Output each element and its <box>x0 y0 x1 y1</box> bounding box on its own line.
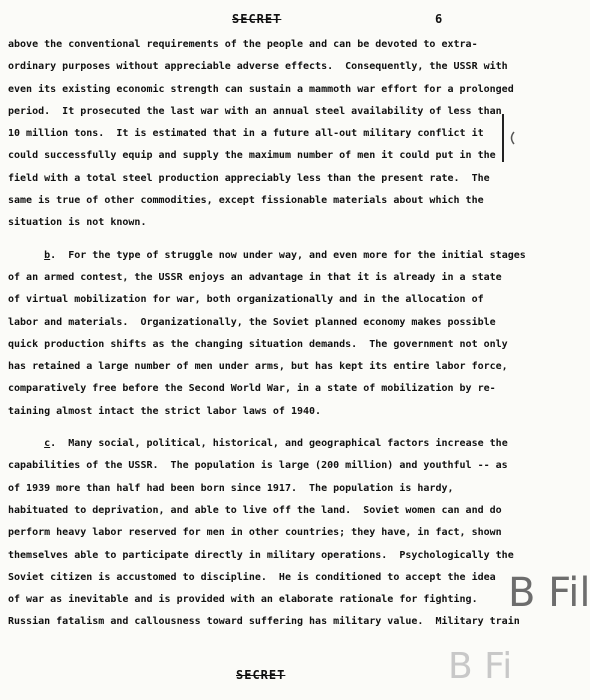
text-line: . For the type of struggle now under way, and even more for the initial stages <box>50 249 526 261</box>
paragraph-a-continued <box>8 34 514 235</box>
text-line: of an armed contest, the USSR enjoys an advantage in that it is already in a state <box>8 271 502 283</box>
text-line: 10 million tons. It is estimated that in a future all-out military conflict it <box>8 128 484 140</box>
text-line: habituated to deprivation, and able to live off the land. Soviet women can and do <box>8 504 502 516</box>
text-line: capabilities of the USSR. The population is large (200 million) and youthful -- as <box>8 460 508 472</box>
text-line: perform heavy labor reserved for men in other countries; they have, in fact, shown <box>8 527 502 539</box>
text-line: above the conventional requirements of the people and can be devoted to extra- <box>8 39 478 50</box>
text-line: labor and materials. Organizationally, the Soviet planned economy makes possible <box>8 316 496 328</box>
text-line: of war as inevitable and is provided with an elaborate rationale for fighting. <box>8 594 478 606</box>
paragraph-b <box>8 245 526 423</box>
page-header <box>0 12 520 34</box>
text-line: field with a total steel production appreciably less than the present rate. The <box>8 172 490 184</box>
text-line: period. It prosecuted the last war with an annual steel availability of less than <box>8 105 502 117</box>
document-body <box>8 34 526 634</box>
paragraph-c-first-line <box>8 433 508 455</box>
file-stamp-ghost: B Fi <box>448 646 513 687</box>
paragraph-c <box>8 433 520 634</box>
text-line: Russian fatalism and callousness toward suffering has military value. Military train <box>8 616 520 628</box>
text-line: taining almost intact the strict labor laws of 1940. <box>8 405 322 417</box>
margin-bracket-mark <box>500 112 516 164</box>
paragraph-b-first-line <box>8 245 526 267</box>
classification-marking-bottom: SECRET <box>236 668 286 682</box>
page-number: 6 <box>435 12 443 26</box>
text-line: of virtual mobilization for war, both organizationally and in the allocation of <box>8 294 484 306</box>
page-footer <box>0 668 520 688</box>
text-line: could successfully equip and supply the maximum number of men it could put in the <box>8 150 496 162</box>
text-line: even its existing economic strength can sustain a mammoth war effort for a prolonged <box>8 83 514 95</box>
text-line: same is true of other commodities, except fissionable materials about which the <box>8 195 484 207</box>
text-line: of 1939 more than half had been born since 1917. The population is hardy, <box>8 482 454 494</box>
text-line: has retained a large number of men under arms, but has kept its entire labor force, <box>8 361 508 373</box>
classification-marking-top: SECRET <box>232 12 282 26</box>
paragraph-letter-c: c <box>44 438 51 450</box>
text-line: situation is not known. <box>8 217 147 229</box>
text-line: ordinary purposes without appreciable adverse effects. Consequently, the USSR with <box>8 61 508 73</box>
file-stamp: B Fil <box>508 570 590 616</box>
text-line: themselves able to participate directly in military operations. Psychologically the <box>8 549 514 561</box>
text-line: . Many social, political, historical, and geographical factors increase the <box>50 438 508 450</box>
text-line: comparatively free before the Second World War, in a state of mobilization by re- <box>8 383 496 395</box>
text-line: Soviet citizen is accustomed to discipline. He is conditioned to accept the idea <box>8 571 496 583</box>
text-line: quick production shifts as the changing situation demands. The government not only <box>8 338 508 350</box>
paragraph-letter-b: b <box>44 249 51 261</box>
